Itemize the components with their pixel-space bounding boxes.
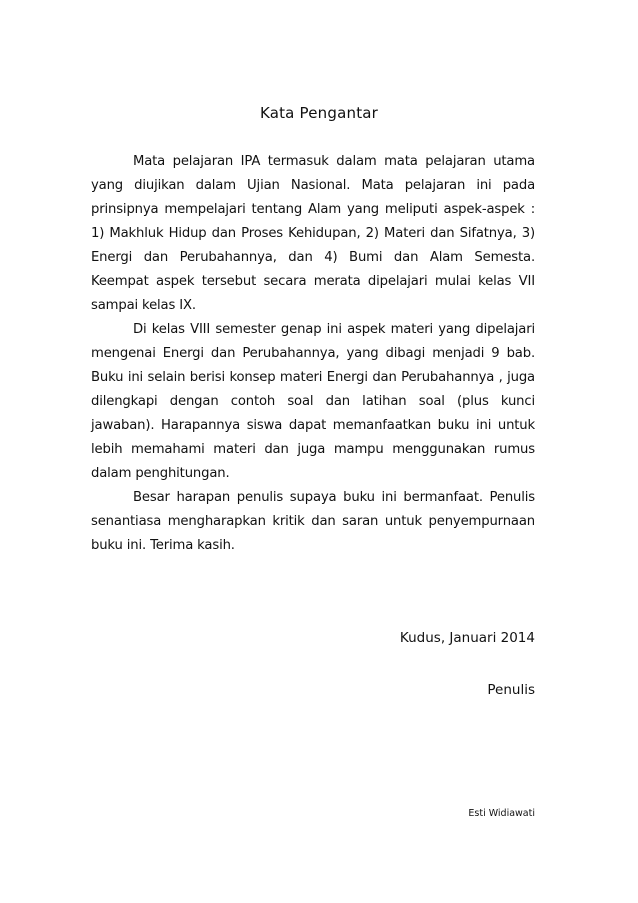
paragraph-content: Di kelas VIII semester genap ini aspek materi yang dipelajari mengenai Energi dan Perubahannya, yang dibagi menjadi 9 bab. Buku ini selain berisi konsep materi Energi dan Perubahannya , juga dilengkapi dengan contoh soal dan latihan soal (plus kunci jawaban). Harapannya siswa dapat memanfaatkan buku ini untuk lebih memahami materi dan juga mampu menggunakan rumus dalam penghitungan. [91,322,535,481]
signer-role: Penulis [487,682,535,698]
paragraph-closing: Besar harapan penulis supaya buku ini bermanfaat. Penulis senantiasa mengharapkan kritik dan saran untuk penyempurnaan buku ini. Terima kasih. [91,490,535,553]
signer-name: Esti Widiawati [468,808,535,819]
place-date: Kudus, Januari 2014 [399,630,535,646]
body-text [91,150,535,558]
paragraph-intro: Mata pelajaran IPA termasuk dalam mata pelajaran utama yang diujikan dalam Ujian Nasional. Mata pelajaran ini pada prinsipnya mempelajari tentang Alam yang meliputi aspek-aspek : 1) Makhluk Hidup dan Proses Kehidupan, 2) Materi dan Sifatnya, 3) Energi dan Perubahannya, dan 4) Bumi dan Alam Semesta. Keempat aspek tersebut secara merata dipelajari mulai kelas VII sampai kelas IX. [91,154,535,313]
page-title: Kata Pengantar [259,104,379,122]
